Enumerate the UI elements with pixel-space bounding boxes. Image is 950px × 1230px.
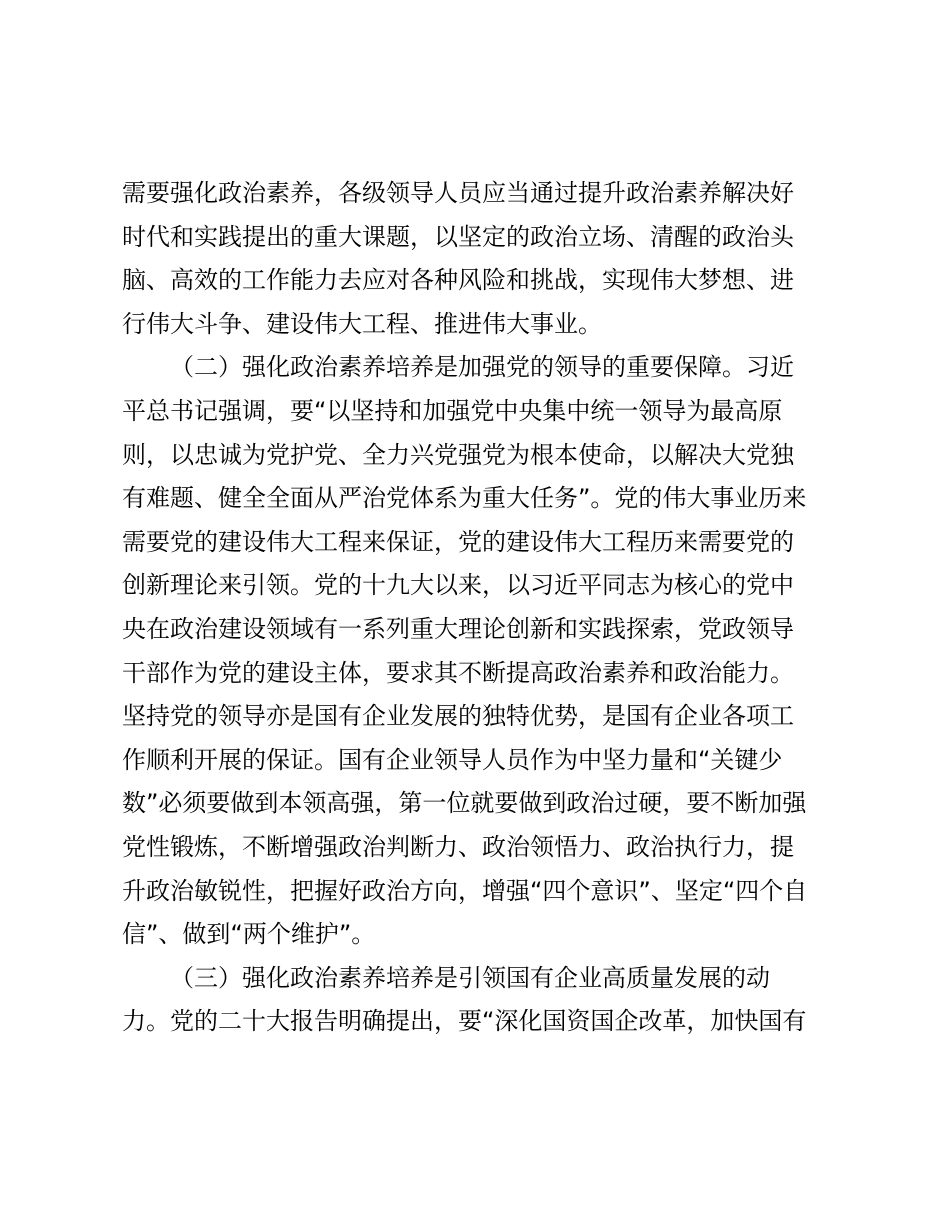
- paragraph-2-line-12: 党性锻炼，不断增强政治判断力、政治领悟力、政治执行力，提: [122, 832, 794, 861]
- paragraph-1-line-1: 需要强化政治素养，各级领导人员应当通过提升政治素养解决好: [122, 179, 794, 207]
- paragraph-3-line-1: （三）强化政治素养培养是引领国有企业高质量发展的动: [170, 963, 770, 992]
- paragraph-1-line-2: 时代和实践提出的重大课题，以坚定的政治立场、清醒的政治头: [122, 222, 794, 251]
- paragraph-2-line-4: 有难题、健全全面从严治党体系为重大任务”。党的伟大事业历来: [122, 484, 807, 513]
- paragraph-2-line-2: 平总书记强调，要“以坚持和加强党中央集中统一领导为最高原: [122, 396, 783, 425]
- paragraph-2-line-9: 坚持党的领导亦是国有企业发展的独特优势，是国有企业各项工: [122, 702, 794, 731]
- paragraph-2-line-8: 干部作为党的建设主体，要求其不断提高政治素养和政治能力。: [122, 658, 794, 687]
- paragraph-2-line-5: 需要党的建设伟大工程来保证，党的建设伟大工程历来需要党的: [122, 527, 794, 556]
- paragraph-2-line-3: 则，以忠诚为党护党、全力兴党强党为根本使命，以解决大党独: [122, 440, 794, 469]
- paragraph-2-line-6: 创新理论来引领。党的十九大以来，以习近平同志为核心的党中: [122, 571, 794, 600]
- paragraph-2-line-13: 升政治敏锐性，把握好政治方向，增强“四个意识”、坚定“四个自: [122, 876, 808, 905]
- paragraph-2-line-10: 作顺利开展的保证。国有企业领导人员作为中坚力量和“关键少: [122, 745, 783, 774]
- paragraph-3-line-2: 力。党的二十大报告明确提出，要“深化国资国企改革，加快国有: [122, 1007, 807, 1036]
- paragraph-2-line-14: 信”、做到“两个维护”。: [122, 920, 376, 949]
- paragraph-1-line-4: 行伟大斗争、建设伟大工程、推进伟大事业。: [122, 309, 602, 338]
- paragraph-2-line-7: 央在政治建设领域有一系列重大理论创新和实践探索，党政领导: [122, 614, 794, 643]
- document-body: [122, 172, 842, 1044]
- paragraph-2-line-1: （二）强化政治素养培养是加强党的领导的重要保障。习近: [170, 353, 794, 382]
- paragraph-1-line-3: 脑、高效的工作能力去应对各种风险和挑战，实现伟大梦想、进: [122, 266, 794, 295]
- paragraph-2-line-11: 数”必须要做到本领高强，第一位就要做到政治过硬，要不断加强: [122, 789, 807, 818]
